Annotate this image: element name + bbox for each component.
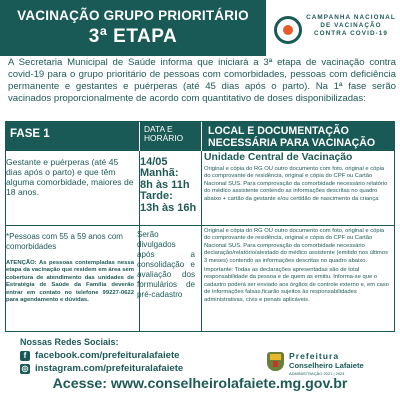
website-link[interactable]: Acesse: www.conselheirolafaiete.mg.gov.br xyxy=(52,376,348,392)
instagram-text: instagram.com/prefeituralafaiete xyxy=(35,363,184,374)
intro-text: A Secretaria Municipal de Saúde informa que iniciará a 3ª etapa de vacinação contra covid-19 para o grupo prioritário de pessoas com comorbidades, pessoas com deficiência permanente e gestantes e puérperas (até 45 dias após o parto). Na 1ª fase serão vacinados proporcionalmente de acordo com quantitativo de doses disponibilizadas: xyxy=(8,57,396,104)
header-fase: FASE 1 xyxy=(6,122,139,151)
row2-important: Importante: Todas as declarações apresentadas são de total responsabilidade da pessoa e de quem as emitiu. Informa-se que o cadastro poderá ser enviado aos órgãos de controle externo e, em caso de informações falsas,ficarão sujeitos às responsabilidades administrativas, cívis e penais aplicáveis. xyxy=(204,267,389,303)
row-divider xyxy=(6,225,394,226)
row2-attention-note: ATENÇÃO: As pessoas contempladas nessa etapa da vacinação que residem em área sem cobertura de atendimento das unidades de Estratégia de Saúde da Família deverão entrar em contato no telefone 99227-0622 para agendamento e dúvidas. xyxy=(6,260,134,304)
row1-afternoon-hours: 13h às 16h xyxy=(140,201,197,214)
facebook-icon: f xyxy=(20,351,30,361)
row1-location: Unidade Central de Vacinação xyxy=(204,152,353,163)
page-subtitle: 3ª ETAPA xyxy=(88,26,178,47)
row2-docs: Original e cópia do RG OU outro documento com foto, original e cópia do comprovante de residência, original e cópia do CPF ou Cartão Nacional SUS. Para comprovação da comorbidade necessário declaração/relatório/atestado do médico assistente (emitido nos últimos 3 meses) contendo as informações descritas no quadro abaixo. xyxy=(204,228,388,264)
row1-morning-label: Manhã: xyxy=(140,167,179,180)
instagram-icon: ◎ xyxy=(21,363,29,373)
header xyxy=(0,0,400,56)
prefeitura-label: Prefeitura xyxy=(289,351,340,361)
campaign-line-1: CAMPANHA NACIONAL xyxy=(306,14,396,21)
row1-afternoon-label: Tarde: xyxy=(140,190,173,203)
campaign-line-2: DE VACINAÇÃO xyxy=(320,22,382,29)
city-name: Conselheiro Lafaiete xyxy=(289,361,364,370)
instagram-link[interactable] xyxy=(20,363,183,375)
administration-period: ADMINISTRAÇÃO 2021 | 2024 xyxy=(289,371,345,376)
campaign-logo-icon xyxy=(274,16,302,44)
row2-fase: *Pessoas com 55 a 59 anos com comorbidades xyxy=(6,232,123,251)
header-date-time: DATA E HORÁRIO xyxy=(139,122,201,151)
row1-date: 14/05 xyxy=(140,156,168,168)
campaign-line-3: CONTRA COVID-19 xyxy=(314,30,388,37)
facebook-text: facebook.com/prefeituralafaiete xyxy=(35,350,180,361)
row2-docs-block xyxy=(204,228,392,304)
page-title: VACINAÇÃO GRUPO PRIORITÁRIO xyxy=(17,8,249,23)
title-banner xyxy=(0,0,266,56)
row1-docs: Original e cópia do RG OU outro documento com foto, original e cópia do comprovante de residência, original e cópia do CPF ou Cartão Nacional SUS. Para comprovação da comorbidade necessário relatório do médico assistente contendo as informações descritas no quadro abaixo + cartão da gestante e/ou certidão de nascimento da criança xyxy=(204,166,388,202)
row1-schedule xyxy=(140,157,202,214)
social-title: Nossas Redes Sociais: xyxy=(20,337,119,347)
row1-morning-hours: 8h às 11h xyxy=(140,178,190,191)
header-location-docs: LOCAL E DOCUMENTAÇÃO NECESSÁRIA PARA VACINAÇÃO xyxy=(201,122,394,151)
row2-schedule: Serão divulgados após a consolidação e avaliação dos formulários de pré-cadastro xyxy=(137,230,195,299)
campaign-label xyxy=(305,14,397,38)
city-coat-of-arms-icon xyxy=(267,352,284,371)
row1-fase: Gestante e puérperas (até 45 dias após o parto) e que têm alguma comorbidade, maiores de 18 anos. xyxy=(6,157,134,197)
facebook-link[interactable] xyxy=(20,350,180,362)
